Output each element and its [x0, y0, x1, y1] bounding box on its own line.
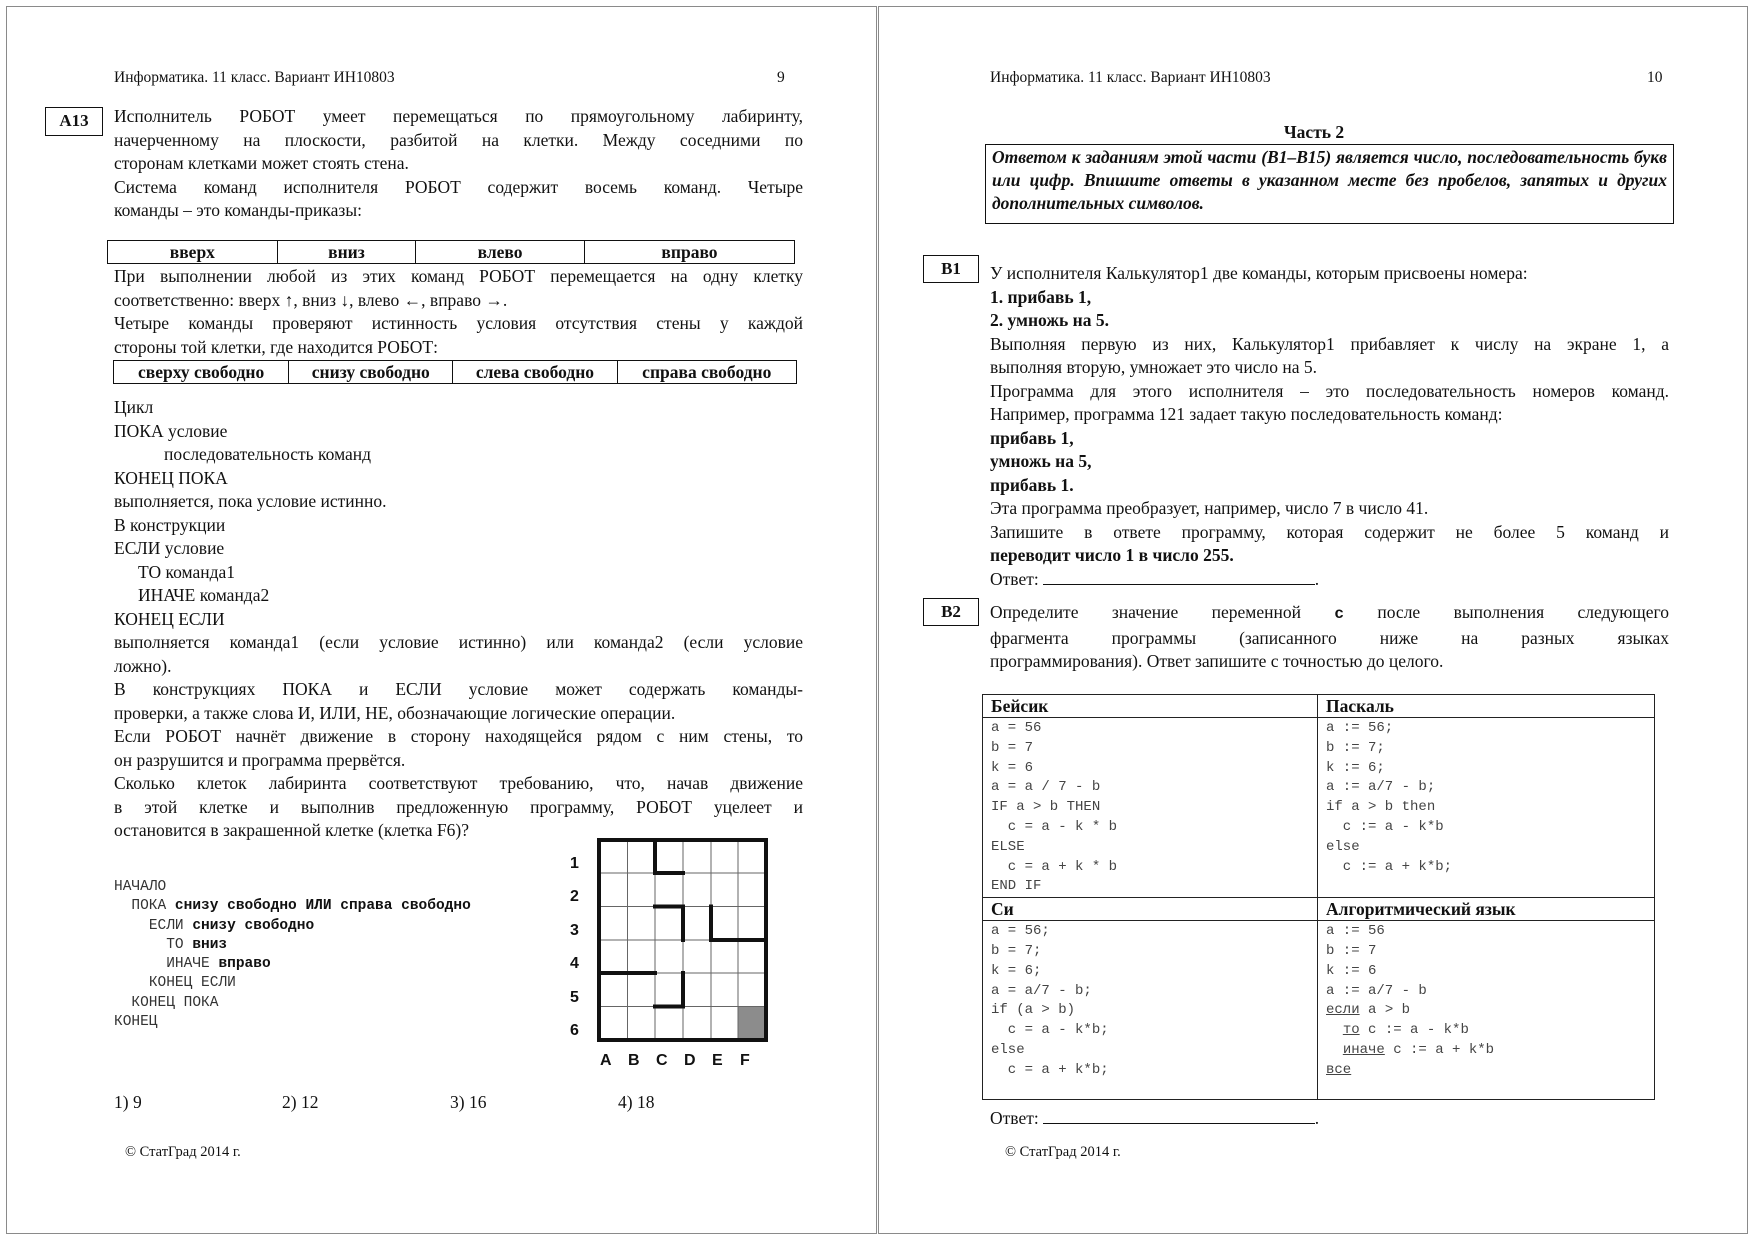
maze-row-label: 6 [570, 1022, 579, 1039]
else-keyword: ИНАЧЕ [166, 956, 210, 973]
page-header-title: Информатика. 11 класс. Вариант ИН10803 [990, 69, 1271, 86]
maze-col-label: F [740, 1052, 750, 1069]
if-condition: снизу свободно [192, 917, 315, 934]
maze-row-label: 1 [570, 855, 579, 872]
variable-name: c [1334, 605, 1344, 623]
text-line: КОНЕЦ ЕСЛИ [114, 608, 225, 629]
c-code: a = 56; b = 7; k = 6; a = a/7 - b; if (a > b) c = a - k*b; else c = a + k*b; [991, 923, 1109, 1078]
basic-cell [983, 718, 1318, 898]
text-line: команды – это команды-приказы: [114, 200, 362, 220]
program-begin: НАЧАЛО [114, 879, 167, 895]
text-line: Исполнитель РОБОТ умеет перемещаться по прямоугольному лабиринту, [114, 106, 803, 126]
answer-label: Ответ: [990, 568, 1039, 589]
answer-row: Ответ: . [990, 568, 1320, 589]
command-cell: вправо [584, 241, 794, 264]
task-intro [114, 105, 803, 223]
while-keyword: ПОКА [131, 898, 167, 915]
text-fragment: Определите значение переменной [990, 602, 1301, 622]
text-line: прибавь 1. [990, 474, 1074, 495]
answer-field[interactable] [1043, 1107, 1315, 1124]
maze-row-label: 3 [570, 922, 579, 939]
keyword: то [1342, 1022, 1360, 1039]
end-if: КОНЕЦ ЕСЛИ [148, 975, 236, 992]
pascal-title: Паскаль [1318, 695, 1655, 718]
text-line: умножь на 5, [990, 451, 1092, 471]
part-title: Часть 2 [1283, 122, 1345, 142]
check-cell: сверху свободно [114, 361, 289, 384]
keyword: иначе [1342, 1041, 1385, 1058]
answer-field[interactable] [1043, 568, 1315, 585]
b2-answer-row: Ответ: . [990, 1108, 1320, 1128]
maze-shaded-cell [738, 1007, 766, 1041]
maze-row-label: 2 [570, 888, 579, 905]
text-line [990, 601, 1669, 627]
check-commands-table [113, 360, 797, 384]
b2-text [990, 601, 1669, 674]
maze-col-label: C [656, 1052, 668, 1069]
text-line: фрагмента программы (записанного ниже на разных языках [990, 627, 1669, 648]
command-cell: вверх [108, 241, 278, 264]
code-fragment: a > b [1359, 1002, 1411, 1019]
text-line: в этой клетке и выполнив предложенную программу, РОБОТ уцелеет и [114, 796, 803, 817]
text-line: Запишите в ответе программу, которая содержит не более 5 команд и [990, 521, 1669, 542]
basic-title: Бейсик [983, 695, 1318, 718]
page-footer: © СтатГрад 2014 г. [1005, 1144, 1121, 1160]
pascal-cell [1318, 718, 1655, 898]
then-command: вниз [192, 936, 228, 953]
text-fragment: после выполнения следующего [1377, 602, 1670, 622]
robot-program [114, 878, 471, 1032]
text-line: В конструкциях ПОКА и ЕСЛИ условие может содержать команды- [114, 679, 803, 699]
if-keyword: ЕСЛИ [148, 917, 184, 934]
page-number: 9 [777, 69, 785, 86]
text-line: ПОКА условие [114, 420, 228, 441]
page-footer: © СтатГрад 2014 г. [125, 1144, 241, 1160]
move-description [114, 265, 803, 359]
text-line: 2. умножь на 5. [990, 310, 1109, 330]
text-line: ТО команда1 [138, 561, 236, 582]
maze-col-label: D [684, 1052, 696, 1069]
task-label-a13: A13 [45, 107, 103, 136]
pascal-code: a := 56; b := 7; k := 6; a := a/7 - b; if a > b then c := a - k*b else c := a + k*b; [1326, 720, 1453, 875]
alg-cell [1318, 921, 1655, 1100]
page-header-title: Информатика. 11 класс. Вариант ИН10803 [114, 69, 395, 86]
text-line: При выполнении любой из этих команд РОБОТ перемещается на одну клетку [114, 266, 803, 286]
basic-code: a = 56 b = 7 k = 6 a = a / 7 - b IF a > b THEN c = a - k * b ELSE c = a + k * b END IF [991, 720, 1118, 895]
text-line: переводит число 1 в число 255. [990, 545, 1234, 565]
else-command: вправо [218, 956, 271, 973]
maze-row-label: 5 [570, 989, 579, 1006]
text-line: он разрушится и программа прервётся. [114, 749, 406, 770]
text-line: сторонам клетками может стоять стена. [114, 153, 409, 173]
answer-label: Ответ: [990, 1108, 1039, 1128]
while-condition: снизу свободно ИЛИ справа свободно [174, 898, 471, 915]
code-fragment: c := a - k*b [1359, 1022, 1469, 1039]
text-line: выполняется, пока условие истинно. [114, 491, 387, 511]
alg-code [1326, 921, 1646, 1080]
text-line: ЕСЛИ условие [114, 538, 225, 558]
c-title: Си [983, 898, 1318, 921]
text-line: Программа для этого исполнителя – это последовательность номеров команд. [990, 380, 1669, 401]
then-keyword: ТО [166, 936, 184, 953]
maze-col-label: E [712, 1052, 723, 1069]
text-line: Четыре команды проверяют истинность условия отсутствия стены у каждой [114, 313, 803, 333]
text-line: программирования). Ответ запишите с точностью до целого. [990, 651, 1444, 671]
text-line: Цикл [114, 397, 154, 417]
maze-grid [593, 838, 773, 1048]
part-instructions: Ответом к заданиям этой части (B1–B15) является число, последовательность букв или цифр. Впишите ответы в указанном месте без пробелов, запятых и других дополнительных символов. [985, 144, 1674, 224]
b1-text [990, 262, 1669, 591]
maze-col-label: A [600, 1052, 612, 1069]
text-line: стороны той клетки, где находится РОБОТ: [114, 336, 438, 357]
text-line: Выполняя первую из них, Калькулятор1 прибавляет к числу на экране 1, а [990, 333, 1669, 354]
text-line: В конструкции [114, 514, 226, 535]
command-cell: вниз [277, 241, 415, 264]
task-label-b1: B1 [923, 255, 979, 283]
answer-option-4[interactable]: 4) 18 [618, 1092, 655, 1112]
text-line: прибавь 1, [990, 427, 1074, 448]
answer-option-1[interactable]: 1) 9 [114, 1092, 142, 1112]
text-line: Если РОБОТ начнёт движение в сторону находящейся рядом с ним стены, то [114, 726, 803, 746]
keyword: все [1326, 1061, 1352, 1078]
text-line: Например, программа 121 задает такую последовательность команд: [990, 404, 1503, 424]
text-line: начерченному на плоскости, разбитой на клетки. Между соседними по [114, 129, 803, 150]
check-cell: снизу свободно [289, 361, 453, 384]
left-page [6, 6, 877, 1234]
text-line: выполняется команда1 (если условие истинно) или команда2 (если условие [114, 632, 803, 652]
constructs-description [114, 396, 803, 843]
keyword: если [1326, 1002, 1360, 1019]
move-commands-table [107, 240, 795, 264]
right-page [878, 6, 1748, 1234]
text-line: последовательность команд [164, 444, 372, 464]
code-line: a := a/7 - b [1326, 982, 1427, 999]
code-line: a := 56 [1326, 923, 1385, 940]
answer-option-2[interactable]: 2) 12 [282, 1092, 319, 1112]
text-line: ИНАЧЕ команда2 [138, 585, 270, 605]
text-line: соответственно: вверх ↑, вниз ↓, влево ←, вправо →. [114, 289, 508, 310]
answer-option-3[interactable]: 3) 16 [450, 1092, 487, 1112]
task-label-b2: B2 [923, 598, 979, 626]
program-end: КОНЕЦ [114, 1014, 158, 1031]
maze-col-label: B [628, 1052, 640, 1069]
code-line: k := 6 [1326, 962, 1377, 979]
text-line: КОНЕЦ ПОКА [114, 467, 228, 488]
text-line: выполняя вторую, умножает это число на 5. [990, 357, 1317, 377]
text-line: Сколько клеток лабиринта соответствуют требованию, что, начав движение [114, 773, 803, 793]
maze-row-label: 4 [570, 955, 579, 972]
check-cell: слева свободно [453, 361, 617, 384]
page-number: 10 [1647, 69, 1663, 86]
text-line: Система команд исполнителя РОБОТ содержит восемь команд. Четыре [114, 176, 803, 197]
text-line: У исполнителя Калькулятор1 две команды, которым присвоены номера: [990, 263, 1528, 283]
code-fragment: c := a + k*b [1384, 1041, 1495, 1058]
program-table [982, 694, 1655, 1100]
text-line: проверки, а также слова И, ИЛИ, НЕ, обозначающие логические операции. [114, 702, 676, 723]
command-cell: влево [416, 241, 585, 264]
c-cell [983, 921, 1318, 1100]
end-while: КОНЕЦ ПОКА [131, 994, 219, 1011]
check-cell: справа свободно [617, 361, 796, 384]
code-line: b := 7 [1326, 942, 1377, 959]
text-line: Эта программа преобразует, например, число 7 в число 41. [990, 498, 1429, 518]
text-line: ложно). [114, 655, 172, 676]
alg-title: Алгоритмический язык [1318, 898, 1655, 921]
text-line: 1. прибавь 1, [990, 286, 1092, 307]
text-line: остановится в закрашенной клетке (клетка F6)? [114, 820, 469, 840]
